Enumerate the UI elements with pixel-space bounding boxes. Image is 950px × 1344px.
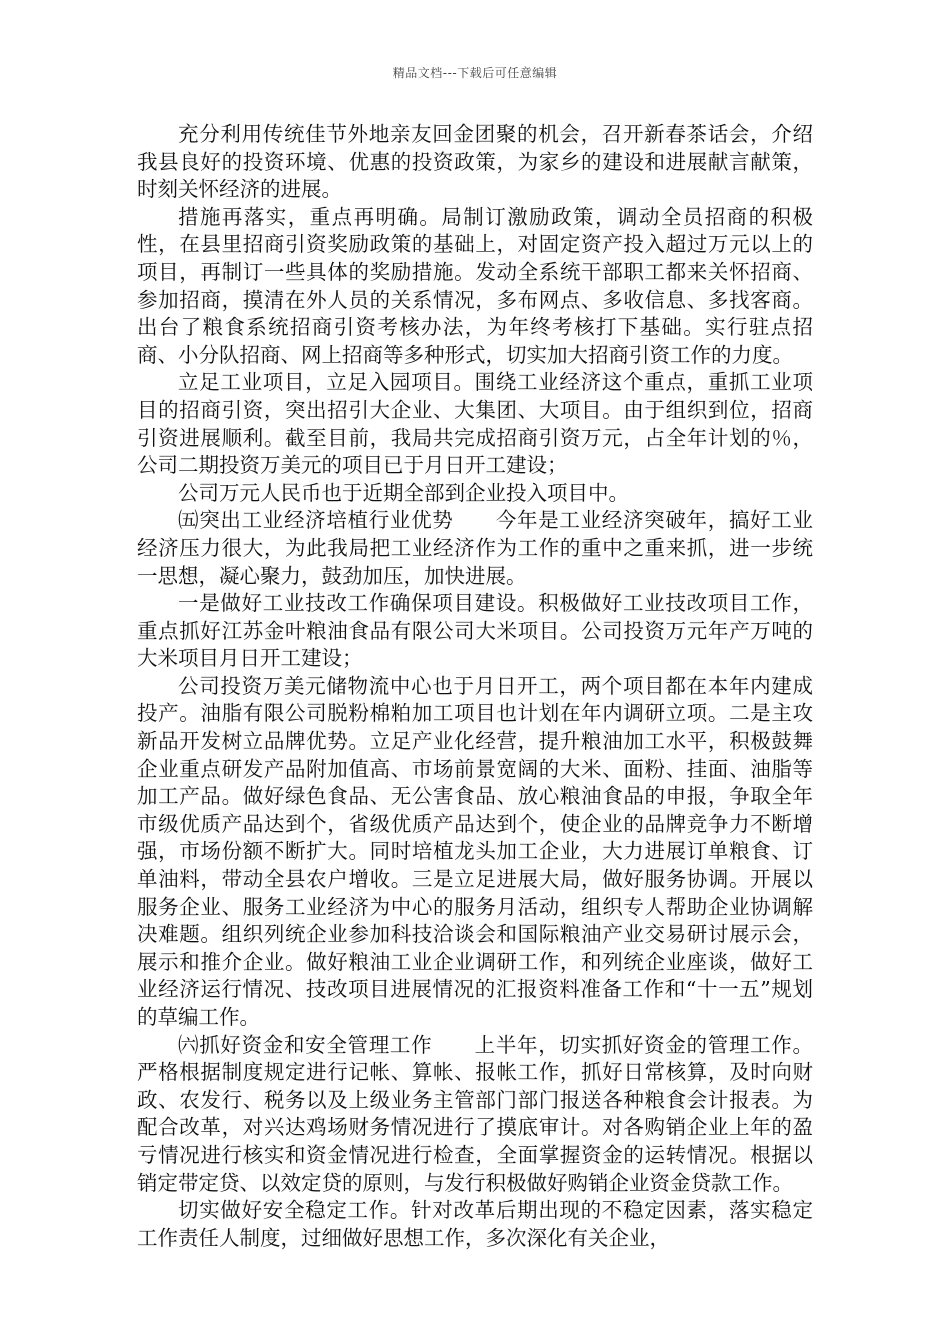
paragraph-6: 一是做好工业技改工作确保项目建设。积极做好工业技改项目工作，重点抓好江苏金叶粮油食品有限公司大米项目。公司投资万元年产万吨的大米项目月日开工建设； <box>137 591 813 671</box>
paragraph-3: 立足工业项目，立足入园项目。围绕工业经济这个重点，重抓工业项目的招商引资，突出招引大企业、大集团、大项目。由于组织到位，招商引资进展顺利。截至目前，我局共完成招商引资万元，占全年计划的％，公司二期投资万美元的项目已于月日开工建设； <box>137 370 813 478</box>
paragraph-4: 公司万元人民币也于近期全部到企业投入项目中。 <box>178 480 629 505</box>
page-header: 精品文档---下载后可任意编辑 <box>392 66 558 80</box>
paragraph-7: 公司投资万美元储物流中心也于月日开工，两个项目都在本年内建成投产。油脂有限公司脱粉棉粕加工项目也计划在年内调研立项。二是主攻新品开发树立品牌优势。立足产业化经营，提升粮油加工水平，积极鼓舞企业重点研发产品附加值高、市场前景宽阔的大米、面粉、挂面、油脂等加工产品。做好绿色食品、无公害食品、放心粮油食品的申报，争取全年市级优质产品达到个，省级优质产品达到个，使企业的品牌竞争力不断增强，市场份额不断扩大。同时培植龙头加工企业，大力进展订单粮食、订单油料，带动全县农户增收。三是立足进展大局，做好服务协调。开展以服务企业、服务工业经济为中心的服务月活动，组织专人帮助企业协调解决难题。组织列统企业参加科技洽谈会和国际粮油产业交易研讨展示会，展示和推介企业。做好粮油工业企业调研工作，和列统企业座谈，做好工业经济运行情况、技改项目进展情况的汇报资料准备工作和“十一五”规划的草编工作。 <box>137 673 813 1029</box>
paragraph-5: ㈤突出工业经济培植行业优势 今年是工业经济突破年，搞好工业经济压力很大，为此我局把工业经济作为工作的重中之重来抓，进一步统一思想，凝心聚力，鼓劲加压，加快进展。 <box>137 508 813 588</box>
paragraph-8: ㈥抓好资金和安全管理工作 上半年，切实抓好资金的管理工作。严格根据制度规定进行记帐、算帐、报帐工作，抓好日常核算，及时向财政、农发行、税务以及上级业务主管部门部门报送各种粮食会计报表。为配合改革，对兴达鸡场财务情况进行了摸底审计。对各购销企业上年的盈亏情况进行核实和资金情况进行检查，全面掌握资金的运转情况。根据以销定带定贷、以效定贷的原则，与发行积极做好购销企业资金贷款工作。 <box>137 1032 813 1195</box>
paragraph-2: 措施再落实，重点再明确。局制订激励政策，调动全员招商的积极性，在县里招商引资奖励政策的基础上，对固定资产投入超过万元以上的项目，再制订一些具体的奖励措施。发动全系统干部职工都来关怀招商、参加招商，摸清在外人员的关系情况，多布网点、多收信息、多找客商。出台了粮食系统招商引资考核办法，为年终考核打下基础。实行驻点招商、小分队招商、网上招商等多种形式，切实加大招商引资工作的力度。 <box>137 204 813 367</box>
paragraph-9: 切实做好安全稳定工作。针对改革后期出现的不稳定因素，落实稳定工作责任人制度，过细做好思想工作，多次深化有关企业， <box>137 1198 813 1250</box>
document-body <box>137 121 813 1252</box>
paragraph-1: 充分利用传统佳节外地亲友回金团聚的机会，召开新春茶话会，介绍我县良好的投资环境、优惠的投资政策，为家乡的建设和进展献言献策，时刻关怀经济的进展。 <box>137 122 813 202</box>
